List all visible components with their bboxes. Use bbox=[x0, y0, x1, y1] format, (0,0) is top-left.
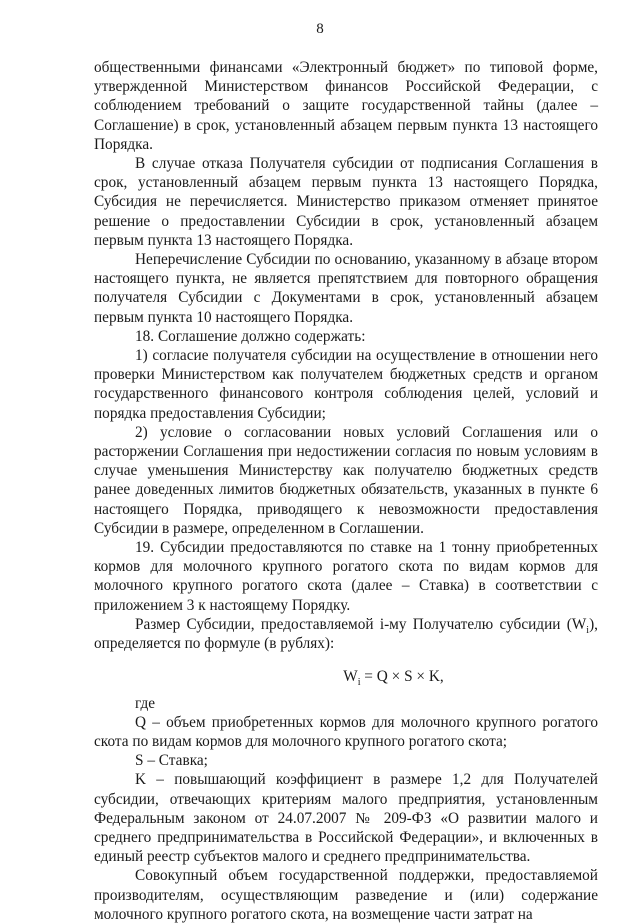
subsidy-size-subscript: i bbox=[586, 624, 590, 636]
paragraph-refusal: В случае отказа Получателя субсидии от подписания Соглашения в срок, установленный абзацем первым пункта 13 настоящего Порядка, Субсидия не перечисляется. Министерство приказом отменяет принятое решение о предоставлении Субсидии в срок, установленный абзацем первым пункта 13 настоящего Порядка. bbox=[94, 155, 598, 249]
formula-rest: = Q × S × K, bbox=[360, 668, 444, 686]
clause-19: 19. Субсидии предоставляются по ставке на 1 тонну приобретенных кормов для молочного крупного рогатого скота по видам кормов для молочного крупного рогатого скота (далее – Ставка) в соответствии с приложением 3 к настоящему Порядку. bbox=[94, 539, 598, 614]
formula-subscript: i bbox=[357, 677, 361, 689]
definition-s: S – Ставка; bbox=[135, 752, 208, 770]
subsidy-size-text-b: ), определяется по формуле (в рублях): bbox=[94, 615, 598, 653]
paragraph-continuation: общественными финансами «Электронный бюджет» по типовой форме, утвержденной Министерством финансов Российской Федерации, с соблюдением требований о защите государственной тайны (далее – Соглашение) в срок, установленный абзацем первым пункта 13 настоящего Порядка. bbox=[94, 59, 598, 153]
paragraph-total-support: Совокупный объем государственной поддержки, предоставляемой производителям, осуществляющим разведение и (или) содержание молочного крупного рогатого скота, на возмещение части затрат на bbox=[94, 867, 598, 923]
paragraph-subsidy-size bbox=[94, 615, 598, 653]
where-label: где bbox=[135, 694, 156, 712]
formula bbox=[94, 667, 598, 689]
clause-18-item-1: 1) согласие получателя субсидии на осуществление в отношении него проверки Министерством как получателем бюджетных средств и органом государственного финансового контроля соблюдения целей, условий и порядка предоставления Субсидии; bbox=[94, 347, 598, 422]
clause-18-heading: 18. Соглашение должно содержать: bbox=[135, 327, 366, 345]
definition-q: Q – объем приобретенных кормов для молочного крупного рогатого скота по видам кормов для молочного крупного рогатого скота; bbox=[94, 713, 598, 750]
clause-18-item-2: 2) условие о согласовании новых условий Соглашения или о расторжении Соглашения при недостижении согласия по новым условиям в случае уменьшения Министерству как получателю бюджетных средств ранее доведенных лимитов бюджетных обязательств, указанных в пункте 6 настоящего Порядка, приводящего к невозможности предоставления Субсидии в размере, определенном в Соглашении. bbox=[94, 423, 598, 537]
document-body bbox=[94, 58, 598, 924]
page-number: 8 bbox=[316, 21, 324, 37]
definition-k: K – повышающий коэффициент в размере 1,2 для Получателей субсидии, отвечающих критериям малого предприятия, установленным Федеральным законом от 24.07.2007 № 209-ФЗ «О развитии малого и среднего предпринимательства в Российской Федерации», и включенных в единый реестр субъектов малого и среднего предпринимательства. bbox=[94, 771, 598, 866]
paragraph-non-transfer: Неперечисление Субсидии по основанию, указанному в абзаце втором настоящего пункта, не является препятствием для повторного обращения получателя Субсидии с Документами в срок, установленный абзацем первым пункта 10 настоящего Порядка. bbox=[94, 251, 598, 326]
subsidy-size-text-a: Размер Субсидии, предоставляемой i-му Получателю субсидии (W bbox=[135, 615, 587, 633]
formula-w: W bbox=[343, 668, 358, 686]
